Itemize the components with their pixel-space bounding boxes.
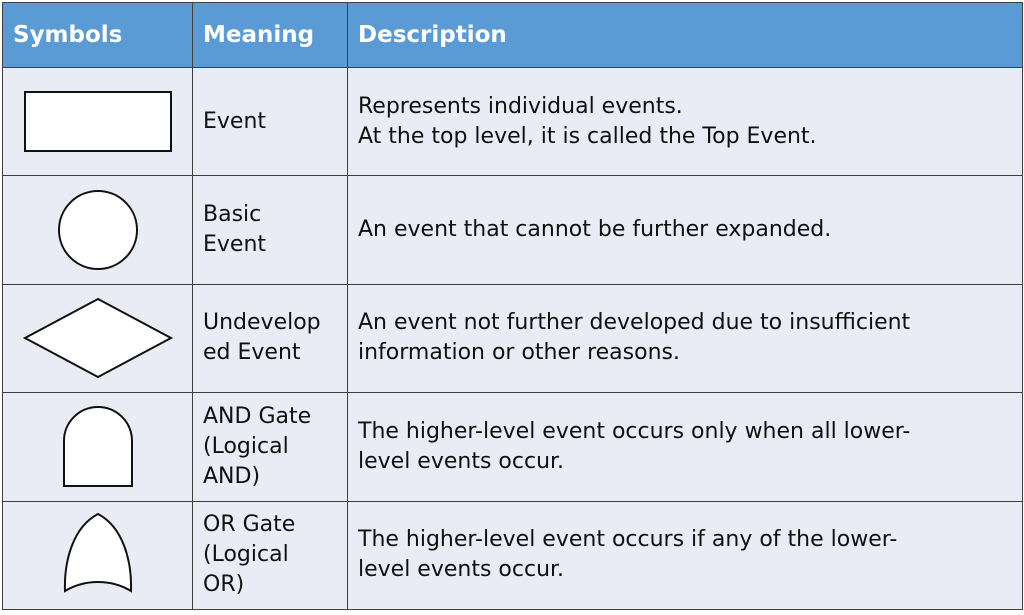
header-symbols: Symbols [3, 3, 193, 68]
symbol-cell [3, 501, 193, 609]
description-line: An event that cannot be further expanded. [358, 217, 832, 243]
symbol-cell [3, 284, 193, 392]
symbol-cell [3, 68, 193, 176]
table-row [3, 393, 1023, 501]
meaning-line: OR) [203, 572, 245, 598]
meaning-cell: Event [193, 68, 348, 176]
table-row [3, 68, 1023, 176]
description-line: The higher-level event occurs if any of the lower- [358, 527, 898, 553]
description-line: At the top level, it is called the Top Event. [358, 123, 817, 149]
circle-icon [56, 188, 140, 272]
meaning-cell [193, 176, 348, 284]
meaning-line: AND Gate [203, 403, 312, 429]
description-cell [348, 176, 1023, 284]
hidden-meaning-bindings [0, 0, 1, 1]
table-row [3, 501, 1023, 609]
table-header-row [3, 3, 1023, 68]
description-cell [348, 68, 1023, 176]
description-line: The higher-level event occurs only when all lower- [358, 418, 911, 444]
fault-tree-symbols-table [2, 2, 1023, 610]
table-row [3, 284, 1023, 392]
description-cell [348, 501, 1023, 609]
header-description: Description [348, 3, 1023, 68]
meaning-line: Basic [203, 202, 262, 228]
meaning-line: ed Event [203, 340, 301, 366]
meaning-line: Event [203, 232, 267, 258]
symbol-cell [3, 176, 193, 284]
fault-tree-symbols-table-container [2, 2, 1022, 610]
description-line: information or other reasons. [358, 340, 680, 366]
description-line: Represents individual events. [358, 93, 683, 119]
meaning-line: (Logical [203, 542, 289, 568]
meaning-line: OR Gate [203, 512, 296, 538]
description-line: level events occur. [358, 557, 565, 583]
diamond-icon [22, 296, 174, 380]
meaning-line: Undevelop [203, 310, 321, 336]
or-gate-icon [61, 511, 135, 599]
meaning-line: AND) [203, 463, 261, 489]
meaning-line: (Logical [203, 433, 289, 459]
meaning-cell [193, 284, 348, 392]
and-gate-icon [61, 405, 135, 489]
meaning-cell [193, 501, 348, 609]
rectangle-icon [23, 90, 173, 154]
header-meaning: Meaning [193, 3, 348, 68]
meaning-basic-event [0, 0, 1, 1]
description-cell [348, 393, 1023, 501]
symbol-cell [3, 393, 193, 501]
description-cell [348, 284, 1023, 392]
description-line: An event not further developed due to insufficient [358, 310, 911, 336]
meaning-cell [193, 393, 348, 501]
description-line: level events occur. [358, 448, 565, 474]
table-row [3, 176, 1023, 284]
